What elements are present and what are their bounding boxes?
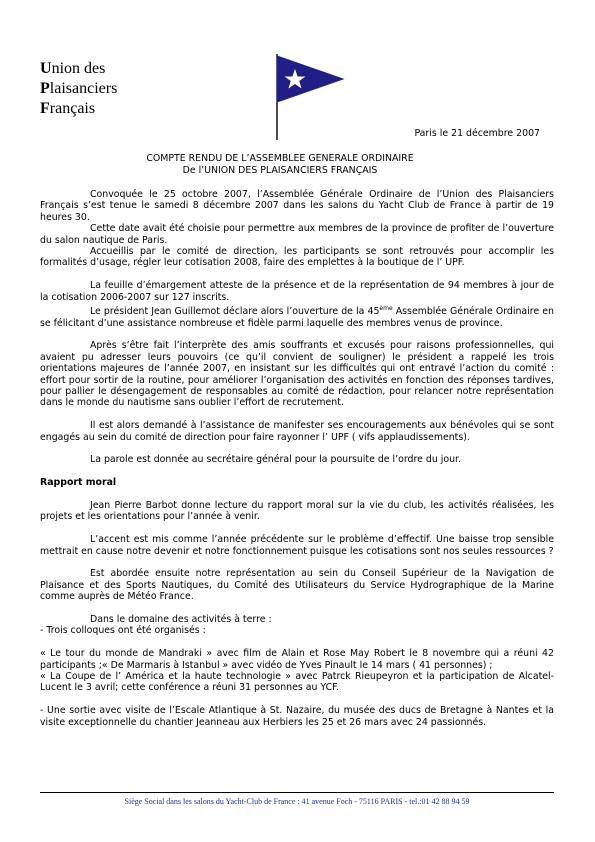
report-title [60, 153, 500, 176]
paragraph: Est abordée ensuite notre représentation au sein du Conseil Supérieur de la Navigation de Plaisance et des Sports Nautiques, du Comité des Utilisateurs du Service Hydrographique de la Marine comme auprès de Météo France. [40, 568, 554, 603]
paragraph: La feuille d’émargement atteste de la présence et de la représentation de 94 membres à jour de la cotisation 2006-2007 sur 127 inscrits. [40, 280, 554, 303]
org-line-1: Union des [40, 60, 106, 77]
paragraph: Cette date avait été choisie pour permettre aux membres de la province de profiter de l’ouverture du salon nautique de Paris. [40, 223, 554, 246]
paragraph: Accueillis par le comité de direction, les participants se sont retrouvés pour accomplir les formalités d’usage, régler leur cotisation 2008, faire des emplettes à la boutique de l’ UPF. [40, 246, 554, 269]
organization-name [40, 59, 117, 119]
paragraph: La parole est donnée au secrétaire général pour la poursuite de l’ordre du jour. [90, 454, 462, 466]
paragraph: Dans le domaine des activités à terre : [90, 614, 272, 626]
document-date: Paris le 21 décembre 2007 [414, 128, 540, 139]
org-line-3: Français [40, 100, 96, 117]
footer-address: Siège Social dans les salons du Yacht-Club de France : 41 avenue Foch - 75116 PARIS - tel.:01 42 88 94 59 [124, 797, 470, 806]
paragraph: Convoquée le 25 octobre 2007, l’Assemblée Générale Ordinaire de l’Union des Plaisanciers Français s’est tenue le samedi 8 décembre 2007 dans les salons du Yacht Club de France à partir de 19 heures 30. [40, 189, 554, 223]
section-title: Rapport moral [40, 477, 117, 489]
paragraph: Après s’être fait l’interprète des amis souffrants et excusés pour raisons professionnelles, qui avaient pu adresser leurs pouvoirs (ce qu’il convient de souligner) le président a rappelé les trois orientations majeures de l’année 2007, en insistant sur les difficultés qui ont entravé l’action du comité : effort pour sortir de la routine, pour améliorer l’organisation des activités en fonction des réponses tardives, pour pallier le désengagement de responsables au comité de rédaction, pour relancer notre représentation dans le monde du nautisme sans oublier l’effort de recrutement. [40, 340, 554, 409]
paragraph: - Trois colloques ont été organisés : [40, 625, 206, 637]
report-title-line-2: De l’UNION DES PLAISANCIERS FRANÇAIS [182, 164, 378, 176]
org-line-2: Plaisanciers [40, 80, 118, 97]
paragraph: « La Coupe de l’ América et la haute technologie » avec Patrck Rieupeyron et la participation de Alcatel-Lucent le 3 avril; cette conférence a réuni 31 personnes au YCF. [40, 671, 554, 694]
paragraph: Il est alors demandé à l’assistance de manifester ses encouragements aux bénévoles qui se sont engagés au sein du comité de direction pour faire rayonner l’ UPF ( vifs applaudissements). [40, 420, 554, 443]
paragraph: « Le tour du monde de Mandraki » avec film de Alain et Rose May Robert le 8 novembre qui a réuni 42 participants ;« De Marmaris à Istanbul » avec vidéo de Yves Pinault le 14 mars ( 41 personnes) ; [40, 648, 554, 671]
paragraph: - Une sortie avec visite de l’Escale Atlantique à St. Nazaire, du musée des ducs de Bretagne à Nantes et la visite exceptionnelle du chantier Jeanneau aux Herbiers les 25 et 26 mars avec 24 passionnés. [40, 705, 554, 728]
paragraph: Le président Jean Guillemot déclare alors l’ouverture de la 45ème Assemblée Générale Ordinaire en se félicitant d’une assistance nombreuse et fidèle parmi laquelle des membres venus de province. [40, 305, 554, 329]
paragraph: Jean Pierre Barbot donne lecture du rapport moral sur la vie du club, les activités réalisées, les projets et les orientations pour l’année à venir. [40, 500, 554, 523]
report-body [40, 189, 554, 728]
paragraph: L’accent est mis comme l’année précédente sur le problème d’effectif. Une baisse trop sensible mettrait en cause notre devenir et notre fonctionnement puisque les cotisations sont nos seules ressources ? [40, 534, 554, 557]
report-title-line-1: COMPTE RENDU DE L’ASSEMBLEE GENERALE ORDINAIRE [146, 153, 414, 164]
footer-divider [40, 792, 554, 793]
